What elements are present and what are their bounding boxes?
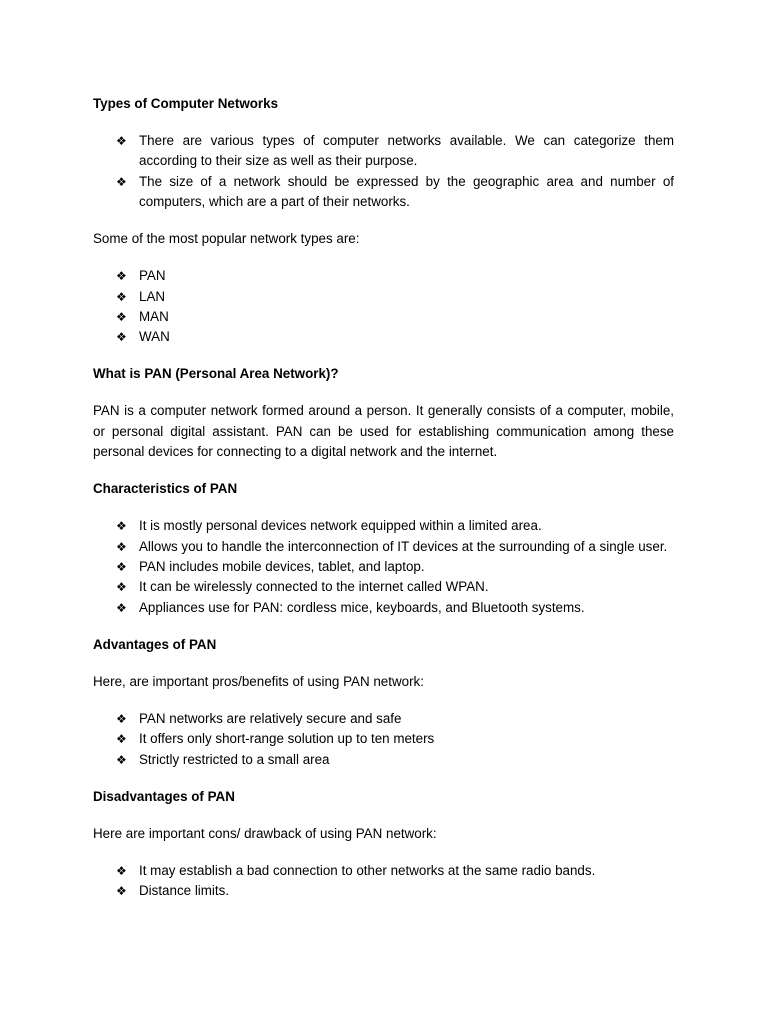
list-item: [93, 577, 674, 597]
diamond-bullet-icon: ❖: [116, 310, 127, 325]
heading-what-is-pan: What is PAN (Personal Area Network)?: [93, 366, 339, 382]
list-item: [93, 287, 674, 307]
list-item-text: PAN networks are relatively secure and safe: [139, 710, 402, 726]
diamond-bullet-icon: ❖: [116, 519, 127, 534]
list-item: [93, 709, 674, 729]
heading-characteristics-of-pan: Characteristics of PAN: [93, 481, 238, 497]
list-item-text: WAN: [139, 329, 170, 345]
bullet-list-intro: [93, 131, 674, 213]
diamond-bullet-icon: ❖: [116, 600, 127, 615]
paragraph-advantages-intro: Here, are important pros/benefits of using PAN network:: [93, 673, 424, 689]
diamond-bullet-icon: ❖: [116, 732, 127, 747]
list-item: [93, 729, 674, 749]
list-item-text: Distance limits.: [139, 883, 230, 899]
list-item: [93, 557, 674, 577]
list-item: [93, 861, 674, 881]
diamond-bullet-icon: ❖: [116, 752, 127, 767]
diamond-bullet-icon: ❖: [116, 330, 127, 345]
document-page: [93, 94, 674, 918]
diamond-bullet-icon: ❖: [116, 560, 127, 575]
list-item-text: The size of a network should be expressed by the geographic area and number of computers, which are a part of their networks.: [139, 173, 674, 210]
list-item: [93, 598, 674, 618]
list-item: [93, 750, 674, 770]
bullet-list-characteristics: [93, 516, 674, 618]
heading-disadvantages-of-pan: Disadvantages of PAN: [93, 788, 235, 804]
list-item-text: Strictly restricted to a small area: [139, 751, 330, 767]
diamond-bullet-icon: ❖: [116, 289, 127, 304]
list-item-text: MAN: [139, 309, 169, 325]
bullet-list-disadvantages: [93, 861, 674, 902]
list-item: [93, 307, 674, 327]
paragraph-disadvantages-intro: Here are important cons/ drawback of using PAN network:: [93, 825, 437, 841]
list-item-text: PAN: [139, 268, 166, 284]
list-item-text: It can be wirelessly connected to the internet called WPAN.: [139, 579, 489, 595]
diamond-bullet-icon: ❖: [116, 884, 127, 899]
diamond-bullet-icon: ❖: [116, 539, 127, 554]
list-item: [93, 131, 674, 172]
diamond-bullet-icon: ❖: [116, 269, 127, 284]
heading-types-of-networks: Types of Computer Networks: [93, 96, 279, 111]
list-item-text: It offers only short-range solution up to ten meters: [139, 731, 435, 747]
paragraph-popular-types: Some of the most popular network types are:: [93, 231, 360, 247]
list-item: [93, 881, 674, 901]
bullet-list-advantages: [93, 709, 674, 770]
list-item-text: It is mostly personal devices network equipped within a limited area.: [139, 518, 542, 534]
diamond-bullet-icon: ❖: [116, 174, 127, 189]
list-item-text: LAN: [139, 288, 166, 304]
paragraph-pan-definition: PAN is a computer network formed around a person. It generally consists of a computer, mobile, or personal digital assistant. PAN can be used for establishing communication among these personal devices for connecting to a digital network and the internet.: [93, 403, 674, 460]
list-item: [93, 537, 674, 557]
list-item: [93, 172, 674, 213]
diamond-bullet-icon: ❖: [116, 134, 127, 148]
list-item-text: It may establish a bad connection to other networks at the same radio bands.: [139, 862, 596, 878]
list-item-text: Allows you to handle the interconnection of IT devices at the surrounding of a single user.: [139, 538, 668, 554]
list-item: [93, 516, 674, 536]
diamond-bullet-icon: ❖: [116, 711, 127, 726]
list-item-text: There are various types of computer networks available. We can categorize them according to their size as well as their purpose.: [139, 133, 674, 169]
heading-advantages-of-pan: Advantages of PAN: [93, 636, 217, 652]
list-item-text: Appliances use for PAN: cordless mice, keyboards, and Bluetooth systems.: [139, 599, 585, 615]
diamond-bullet-icon: ❖: [116, 580, 127, 595]
diamond-bullet-icon: ❖: [116, 863, 127, 878]
bullet-list-network-types: [93, 266, 674, 348]
list-item: [93, 327, 674, 347]
list-item: [93, 266, 674, 286]
list-item-text: PAN includes mobile devices, tablet, and laptop.: [139, 559, 425, 575]
